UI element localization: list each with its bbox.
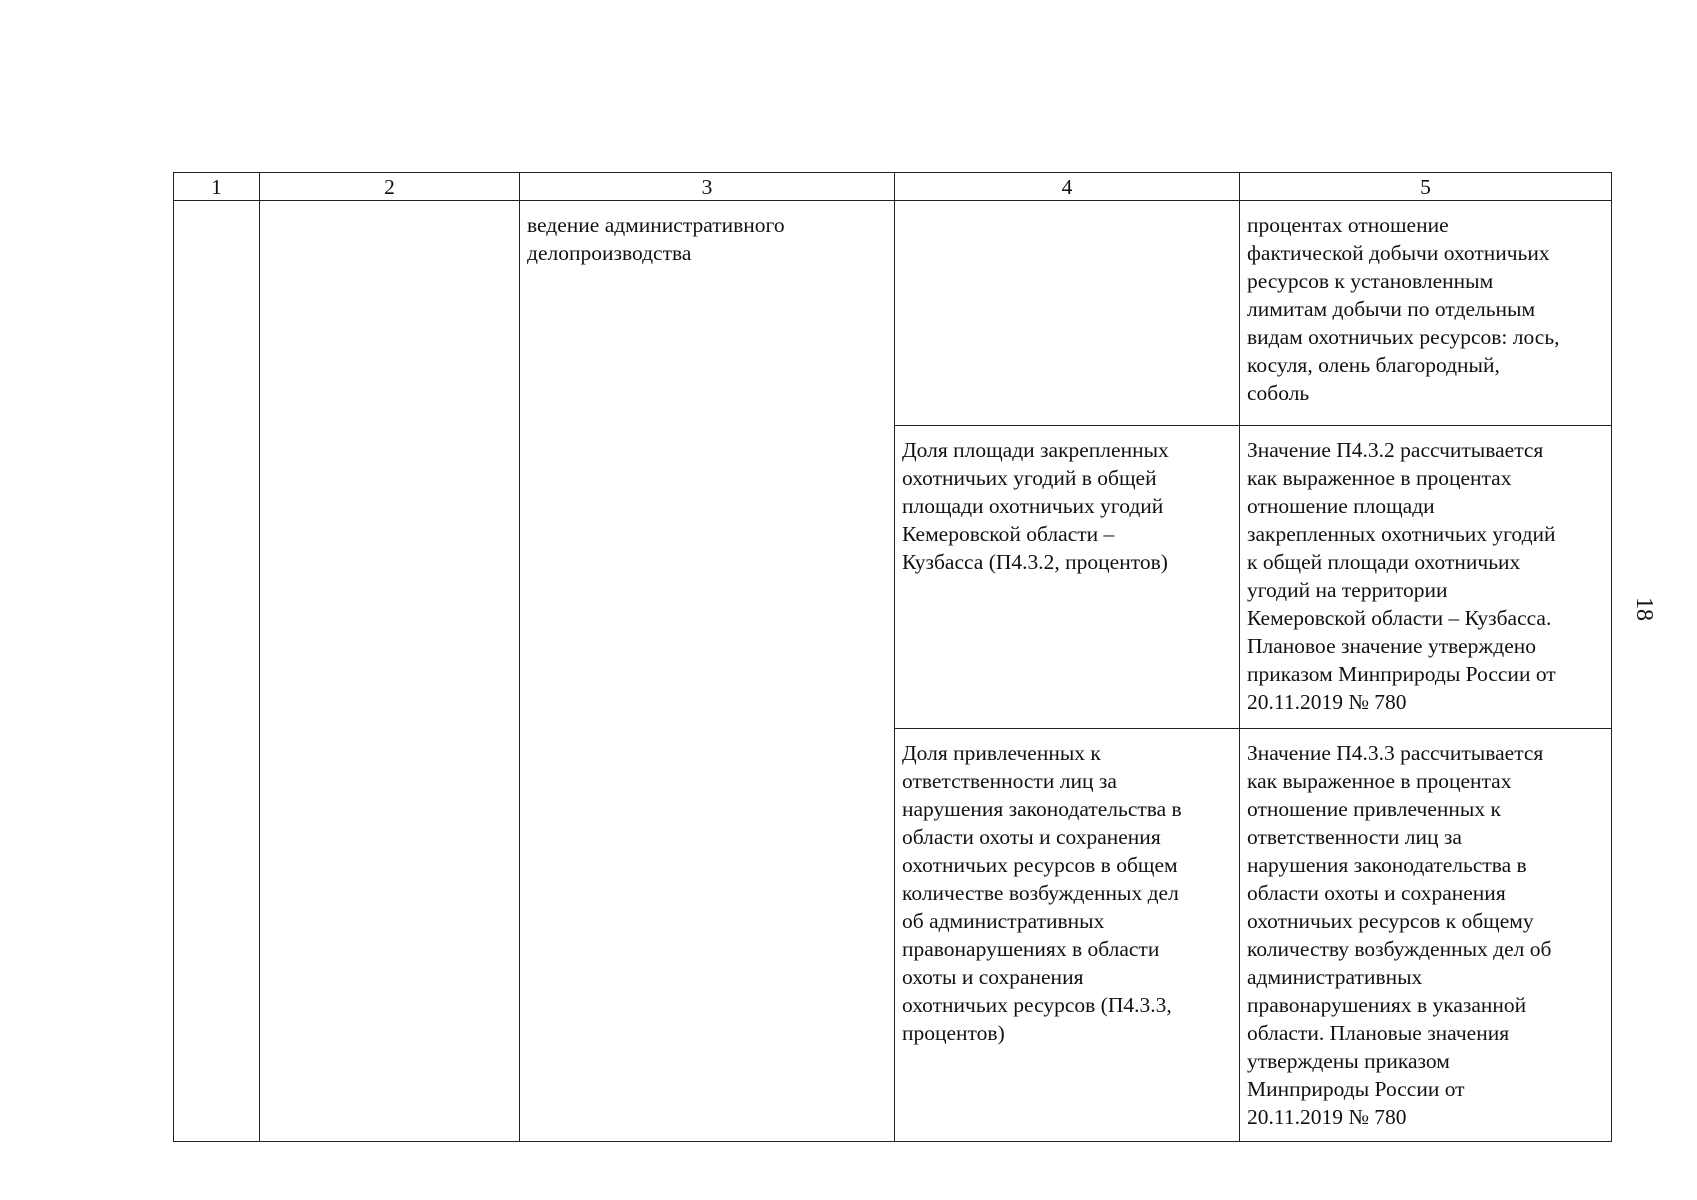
cell-col-4-indicator: [895, 201, 1240, 426]
page-number: 18: [1631, 597, 1657, 621]
cell-col-5-method: процентах отношение фактической добычи охотничьих ресурсов к установленным лимитам добычи по отдельным видам охотничьих ресурсов: лось, косуля, олень благородный, соболь: [1240, 201, 1612, 426]
header-col-3: 3: [520, 173, 895, 201]
header-col-2: 2: [260, 173, 520, 201]
header-col-1: 1: [174, 173, 260, 201]
cell-col-1: [174, 201, 260, 1142]
cell-col-5-method: Значение П4.3.3 рассчитывается как выраженное в процентах отношение привлеченных к ответственности лиц за нарушения законодательства в области охоты и сохранения охотничьих ресурсов к общему количеству возбужденных дел об административных правонарушениях в указанной области. Плановые значения утверждены приказом Минприроды России от 20.11.2019 № 780: [1240, 729, 1612, 1142]
cell-col-4-indicator: Доля площади закрепленных охотничьих угодий в общей площади охотничьих угодий Кемеровской области – Кузбасса (П4.3.2, процентов): [895, 426, 1240, 729]
cell-col-3-activity: ведение административного делопроизводства: [520, 201, 895, 1142]
table-header-row: [174, 173, 1612, 201]
header-col-5: 5: [1240, 173, 1612, 201]
cell-col-5-method: Значение П4.3.2 рассчитывается как выраженное в процентах отношение площади закрепленных охотничьих угодий к общей площади охотничьих угодий на территории Кемеровской области – Кузбасса. Плановое значение утверждено приказом Минприроды России от 20.11.2019 № 780: [1240, 426, 1612, 729]
header-col-4: 4: [895, 173, 1240, 201]
cell-col-4-indicator: Доля привлеченных к ответственности лиц за нарушения законодательства в области охоты и сохранения охотничьих ресурсов в общем количестве возбужденных дел об административных правонарушениях в области охоты и сохранения охотничьих ресурсов (П4.3.3, процентов): [895, 729, 1240, 1142]
table-row: [174, 201, 1612, 426]
document-table: [173, 172, 1612, 1142]
cell-col-2: [260, 201, 520, 1142]
